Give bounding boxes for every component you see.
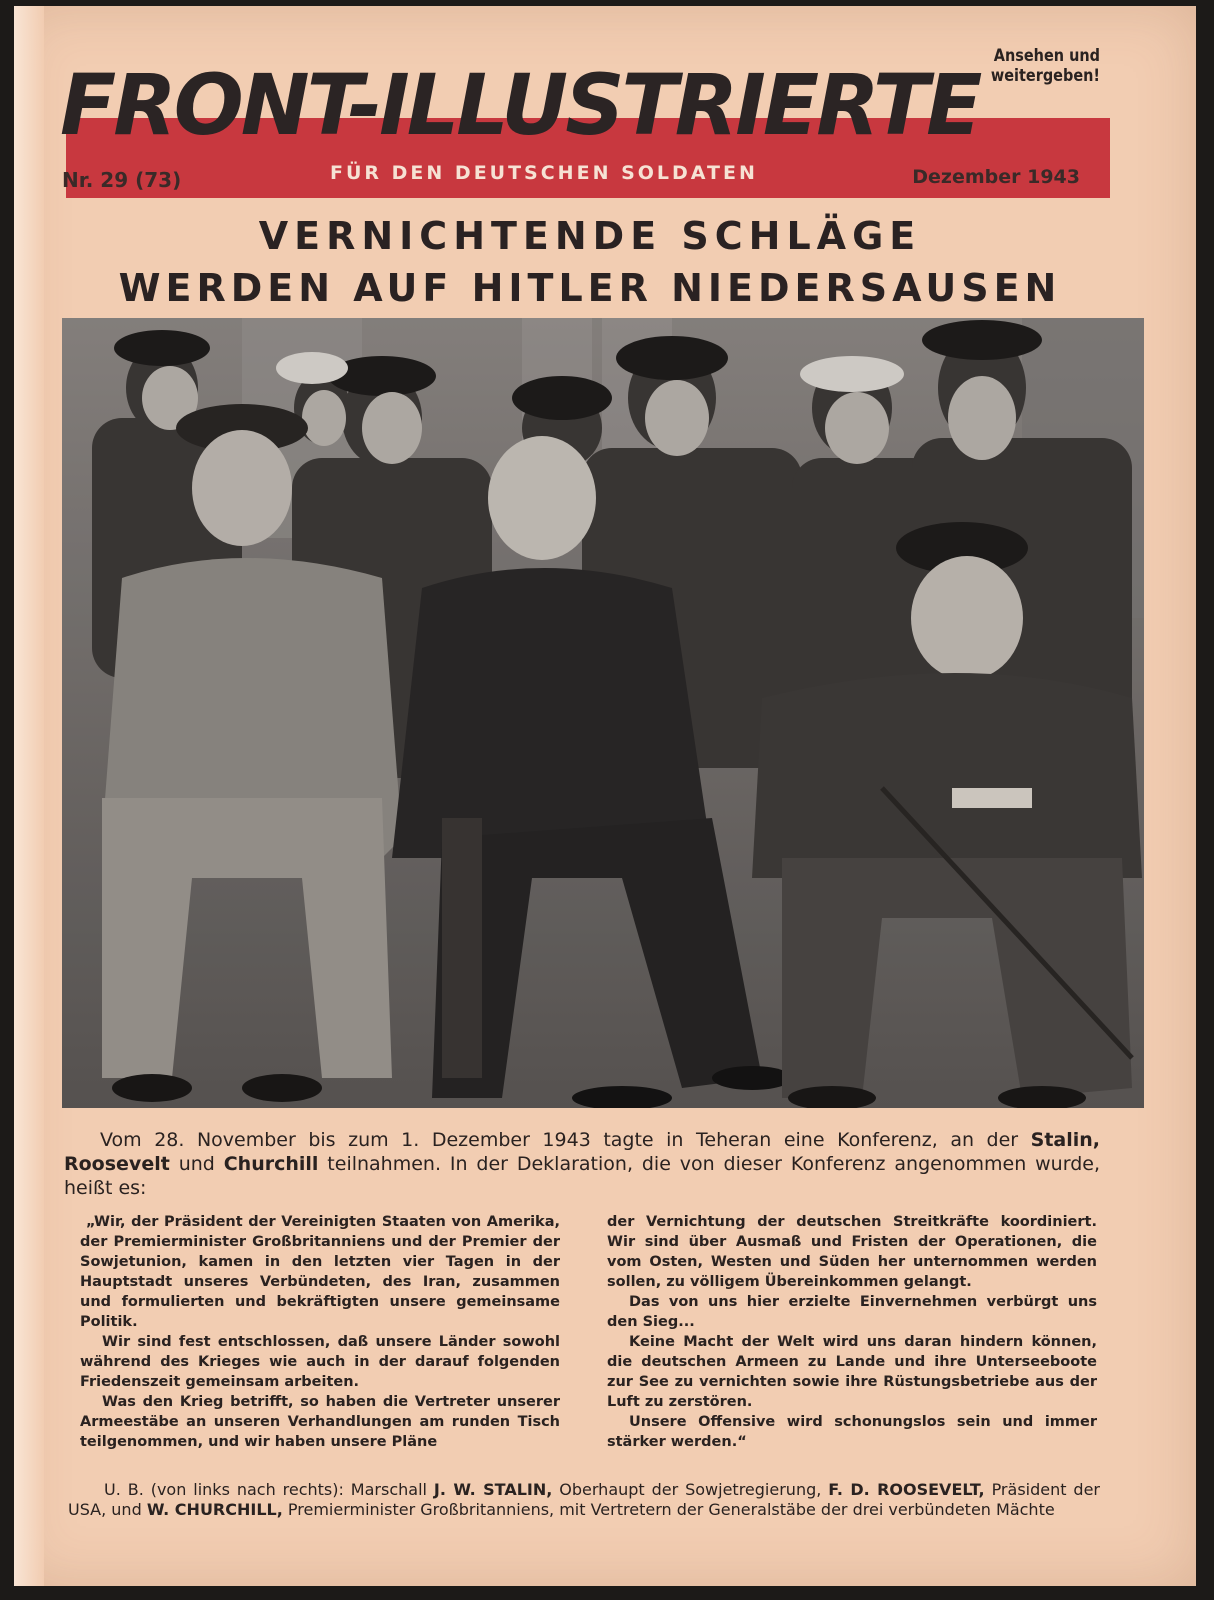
name-roosevelt: Roosevelt: [64, 1153, 170, 1175]
conference-photo: [62, 318, 1144, 1108]
masthead-title: FRONT-ILLUSTRIERTE: [60, 56, 980, 154]
declaration-paragraph: Wir sind fest entschlossen, daß unsere Länder sowohl während des Krieges wie auch in der darauf folgenden Friedenszeit gemeinsam arbeiten.: [80, 1334, 560, 1390]
issue-date: Dezember 1943: [912, 166, 1080, 188]
photo-caption: U. B. (von links nach rechts): Marschall J. W. STALIN, Oberhaupt der Sowjetregierung, F. D. ROOSEVELT, Präsident der USA, und W. CHURCHILL, Premierminister Großbritanniens, mit Vertretern der Generalstäbe der drei verbündeten Mächte: [68, 1480, 1101, 1519]
declaration-left-column: [80, 1212, 560, 1452]
declaration-right-column: [607, 1212, 1097, 1452]
name-stalin: Stalin,: [1030, 1129, 1100, 1151]
declaration-paragraph: Unsere Offensive wird schonungslos sein und immer stärker werden.“: [607, 1414, 1097, 1450]
declaration-paragraph: Was den Krieg betrifft, so haben die Vertreter unserer Armeestäbe an unseren Verhandlungen am runden Tisch teilgenommen, und wir haben unsere Pläne: [80, 1394, 560, 1450]
masthead-subtitle: FÜR DEN DEUTSCHEN SOLDATEN: [330, 162, 758, 184]
declaration-paragraph: „Wir, der Präsident der Vereinigten Staaten von Amerika, der Premierminister Großbritanniens und der Premier der Sowjetunion, kamen in den letzten vier Tagen in der Hauptstadt unseres Verbündeten, des Iran, zusammen und formulierten und bekräftigten unsere gemeinsame Politik.: [80, 1214, 560, 1330]
declaration-paragraph: der Vernichtung der deutschen Streitkräfte koordiniert. Wir sind über Ausmaß und Fristen der Operationen, die vom Osten, Westen und Süden her unternommen werden sollen, zu völligem Übereinkommen gelangt.: [607, 1214, 1097, 1290]
declaration-paragraph: Das von uns hier erzielte Einvernehmen verbürgt uns den Sieg...: [607, 1294, 1097, 1330]
declaration-paragraph: Keine Macht der Welt wird uns daran hindern können, die deutschen Armeen zu Lande und ihre Unterseeboote zur See zu vernichten sowie ihre Rüstungsbetriebe aus der Luft zu zerstören.: [607, 1334, 1097, 1410]
headline-line-2: WERDEN AUF HITLER NIEDERSAUSEN: [118, 266, 1062, 310]
headline-line-1: VERNICHTENDE SCHLÄGE: [258, 214, 922, 258]
intro-paragraph: Vom 28. November bis zum 1. Dezember 1943 tagte in Teheran eine Konferenz, an der Stalin, Roosevelt und Churchill teilnahmen. In der Deklaration, die von dieser Konferenz angenommen wurde, heißt es:: [64, 1129, 1100, 1199]
issue-number: Nr. 29 (73): [62, 168, 182, 192]
name-churchill: Churchill: [223, 1153, 319, 1175]
tagline: Ansehen und weitergeben!: [990, 46, 1100, 86]
paper-edge: [14, 6, 44, 1586]
conference-photo-illustration: [62, 318, 1144, 1108]
